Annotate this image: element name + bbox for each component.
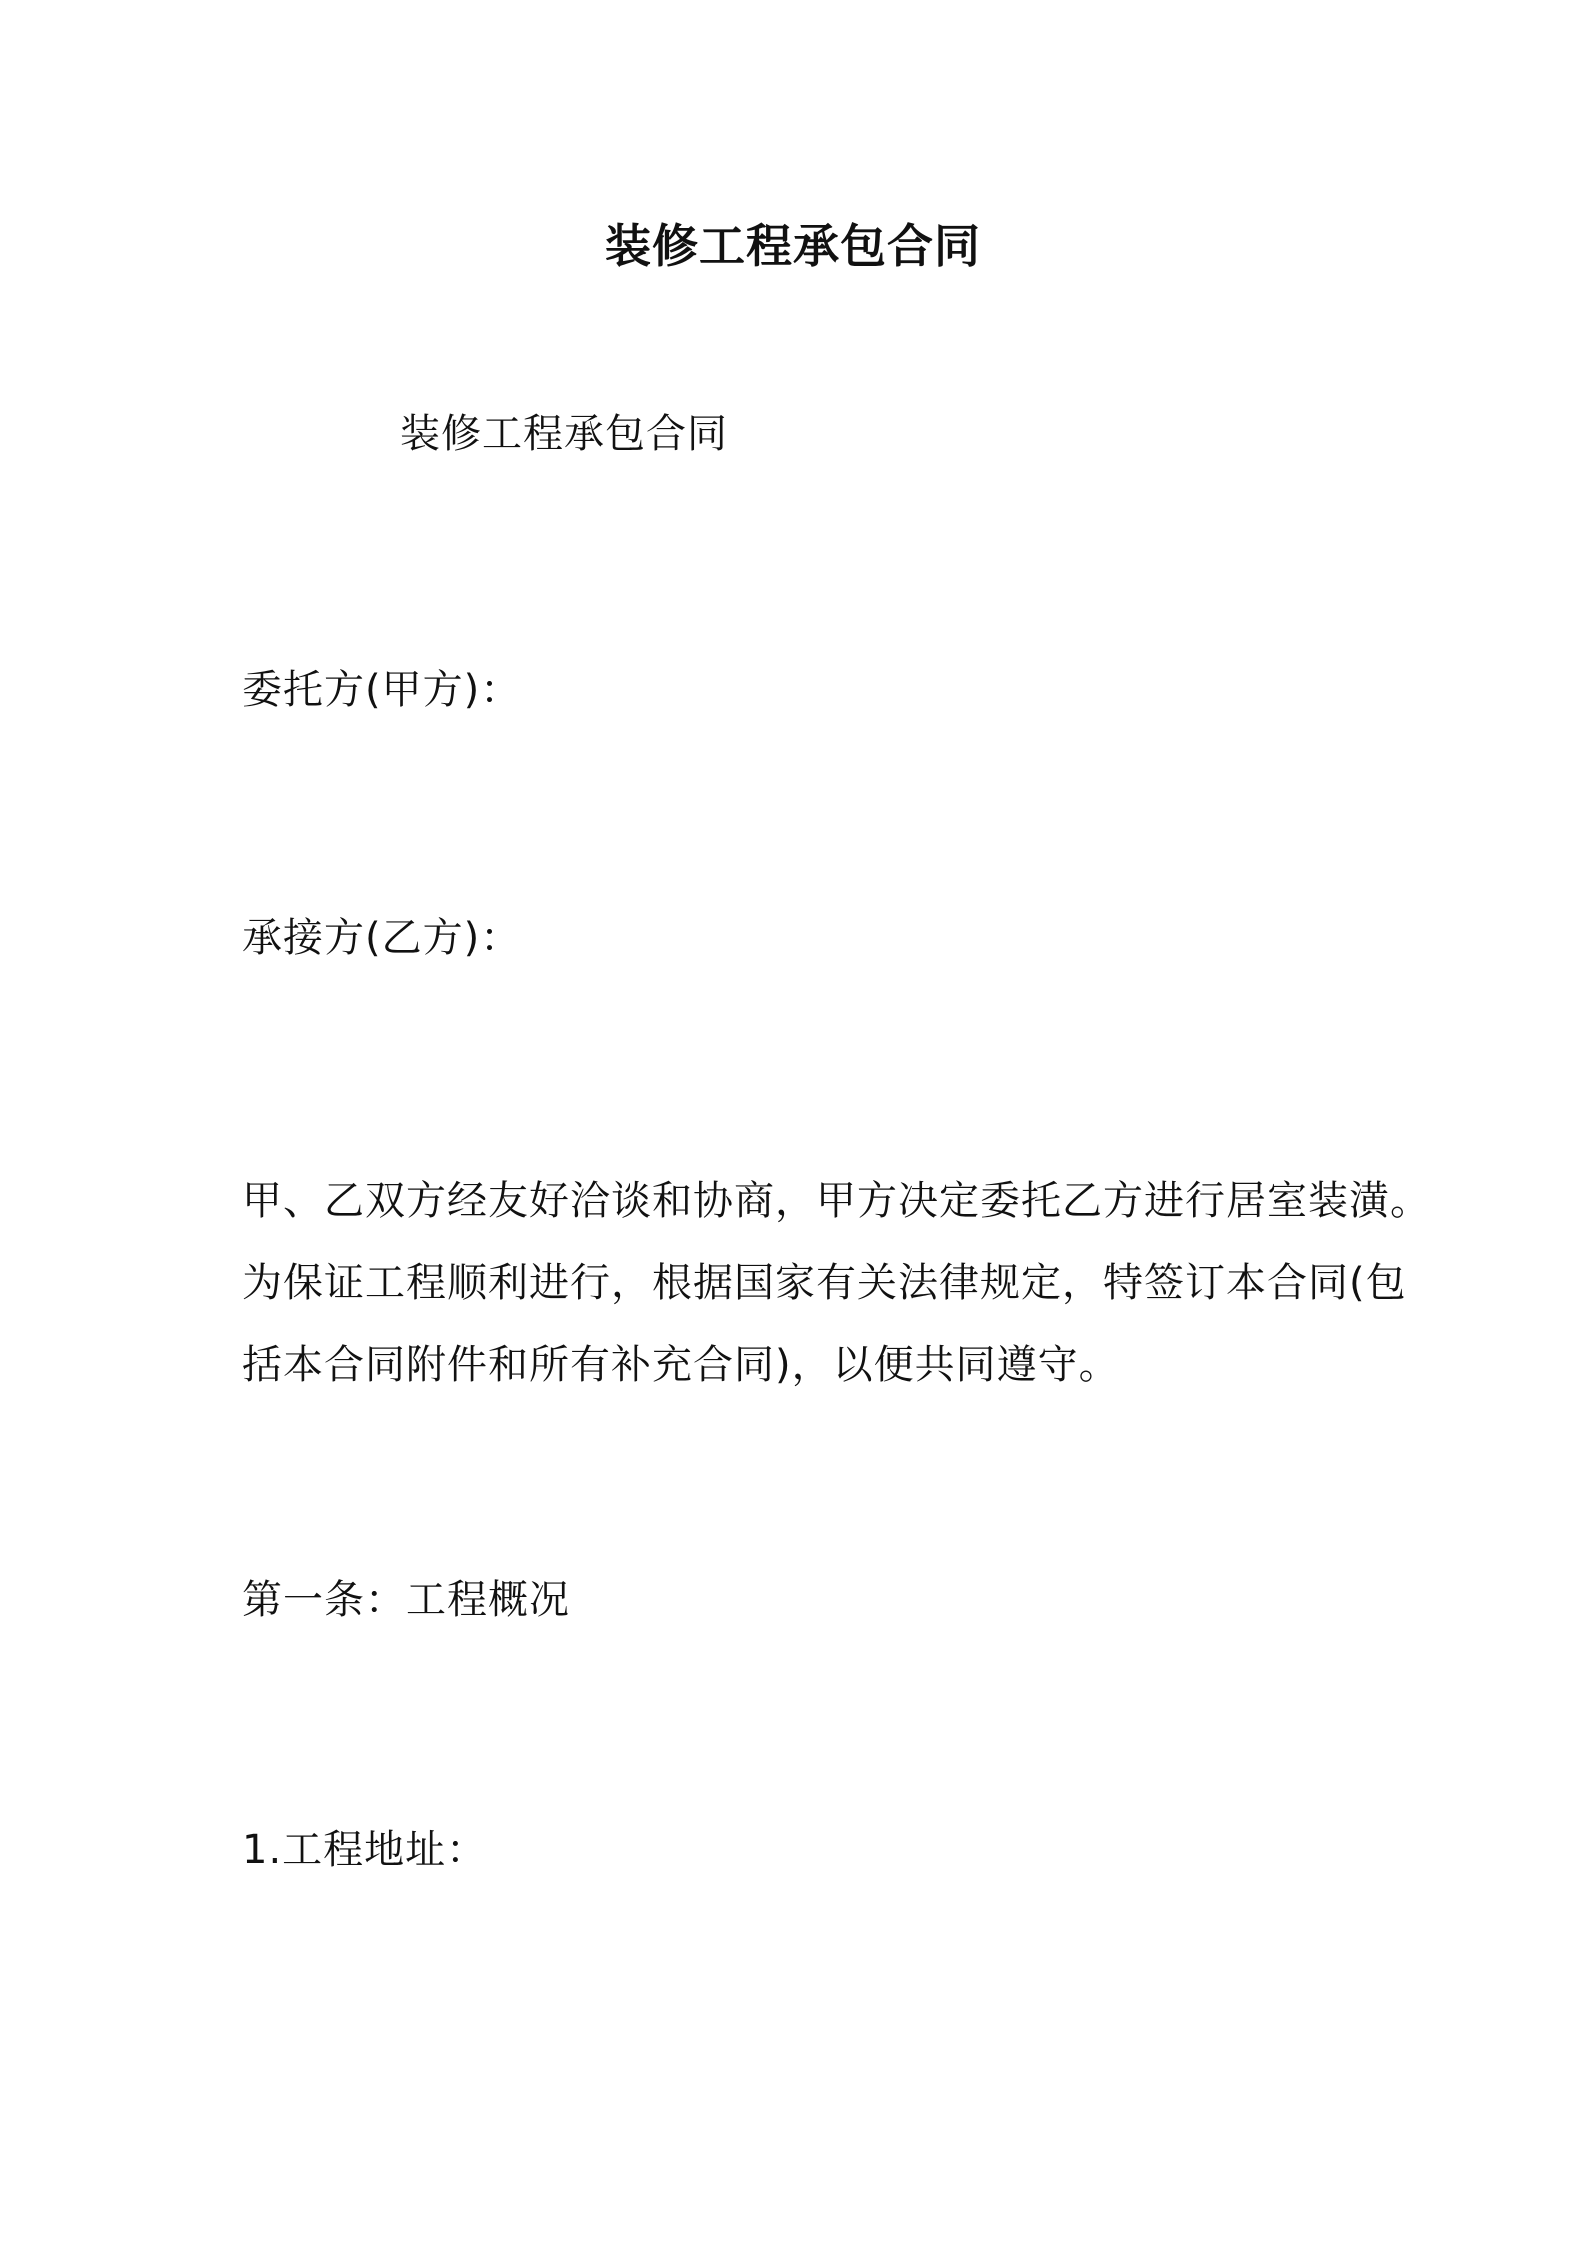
document-title: 装修工程承包合同 [605, 219, 981, 273]
party-b-label: 承接方(乙方)： [242, 915, 522, 961]
document-subtitle: 装修工程承包合同 [400, 411, 728, 457]
party-a-label: 委托方(甲方)： [242, 667, 522, 713]
preamble-line: 甲、乙双方经友好洽谈和协商，甲方决定委托乙方进行居室装潢。 [242, 1178, 1431, 1224]
preamble-line: 括本合同附件和所有补充合同)，以便共同遵守。 [242, 1342, 1120, 1388]
project-address-label: 1.工程地址： [242, 1827, 488, 1873]
preamble-line: 为保证工程顺利进行，根据国家有关法律规定，特签订本合同(包 [242, 1260, 1407, 1306]
preamble-paragraph [242, 1160, 1431, 1406]
article-1-heading: 第一条：工程概况 [242, 1577, 570, 1623]
